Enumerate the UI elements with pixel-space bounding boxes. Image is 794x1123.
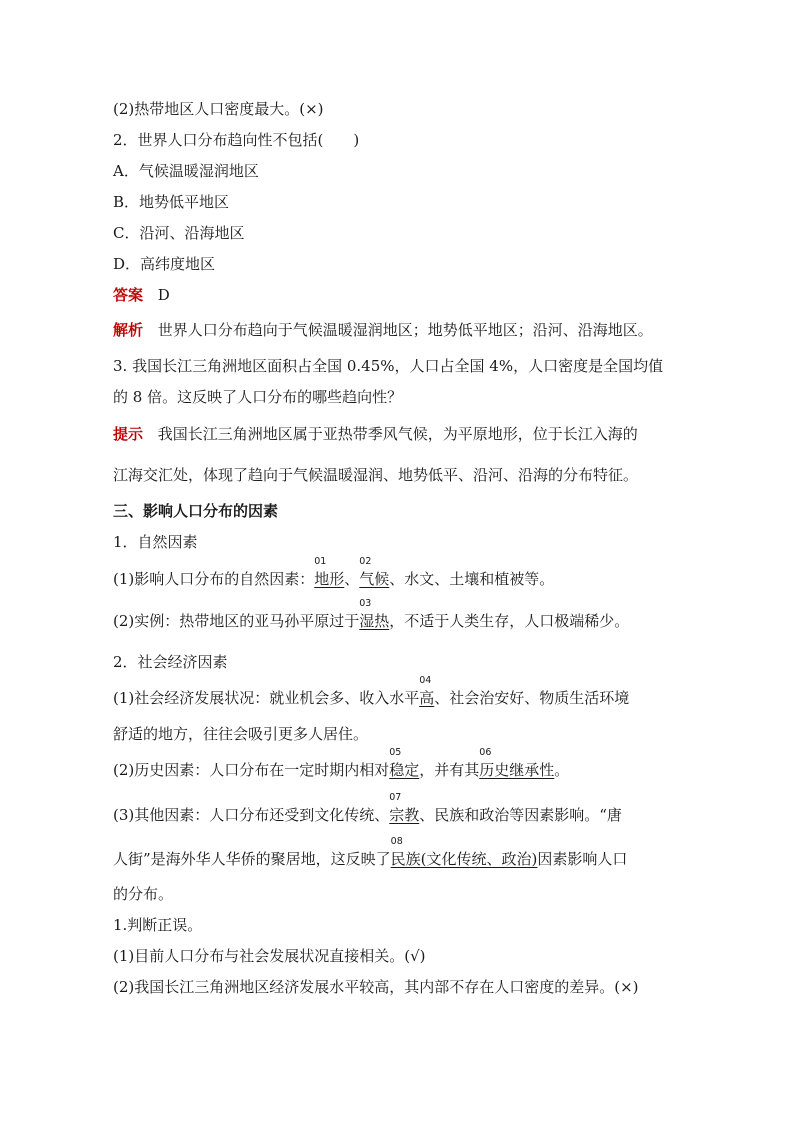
blank-answer: 湿热 bbox=[359, 612, 390, 630]
n2-suffix: ，不适于人类生存，人口极端稀少。 bbox=[389, 612, 630, 630]
analysis-label: 解析 bbox=[113, 321, 144, 339]
answer-label: 答案 bbox=[113, 286, 144, 304]
analysis-text: 世界人口分布趋向于气候温暖湿润地区；地势低平地区；沿河、沿海地区。 bbox=[157, 321, 653, 339]
previous-question-item: (2)热带地区人口密度最大。(×) bbox=[113, 100, 324, 118]
subheading-natural-factors: 1．自然因素 bbox=[113, 533, 198, 551]
s2-prefix: (2)历史因素：人口分布在一定时期内相对 bbox=[113, 761, 390, 779]
blank-answer: 民族(文化传统、政治) bbox=[390, 850, 538, 868]
analysis-line bbox=[113, 320, 653, 340]
option-a: A．气候温暖湿润地区 bbox=[113, 162, 259, 180]
s2-suffix: 。 bbox=[554, 761, 570, 779]
socio-factor-item-1 bbox=[113, 675, 630, 708]
judge-item-2: (2)我国长江三角洲地区经济发展水平较高，其内部不存在人口密度的差异。(×) bbox=[113, 978, 639, 996]
blank-01 bbox=[314, 556, 345, 589]
answer-value: D bbox=[157, 286, 170, 304]
blank-answer: 稳定 bbox=[389, 761, 420, 779]
s1-suffix: 、社会治安好、物质生活环境 bbox=[434, 689, 630, 707]
s1-prefix: (1)社会经济发展状况：就业机会多、收入水平 bbox=[113, 689, 420, 707]
hint-line1 bbox=[113, 424, 638, 444]
n1-prefix: (1)影响人口分布的自然因素： bbox=[113, 570, 315, 588]
option-c: C．沿河、沿海地区 bbox=[113, 224, 245, 242]
natural-factor-item-2 bbox=[113, 598, 630, 631]
judge-title: 1.判断正误。 bbox=[113, 916, 203, 934]
s3-prefix: (3)其他因素：人口分布还受到文化传统、 bbox=[113, 806, 390, 824]
blank-08 bbox=[390, 836, 538, 869]
section-heading: 三、影响人口分布的因素 bbox=[113, 502, 279, 520]
blank-number: 05 bbox=[389, 747, 402, 758]
blank-07 bbox=[389, 792, 420, 825]
separator: 、 bbox=[344, 570, 360, 588]
option-d: D．高纬度地区 bbox=[113, 255, 216, 273]
hint-label: 提示 bbox=[113, 425, 144, 443]
question-2-stem: 2．世界人口分布趋向性不包括( ) bbox=[113, 131, 360, 149]
socio-factor-item-3 bbox=[113, 792, 622, 825]
blank-03 bbox=[359, 598, 390, 631]
socio-factor-item-2 bbox=[113, 747, 570, 780]
blank-number: 02 bbox=[359, 556, 372, 567]
question-3-stem-line1: 3. 我国长江三角洲地区面积占全国 0.45%，人口占全国 4%，人口密度是全国均值 bbox=[113, 357, 664, 375]
blank-05 bbox=[389, 747, 420, 780]
judge-item-1: (1)目前人口分布与社会发展状况直接相关。(√) bbox=[113, 947, 426, 965]
s2-middle: ，并有其 bbox=[419, 761, 480, 779]
blank-answer: 地形 bbox=[314, 570, 345, 588]
blank-number: 08 bbox=[390, 836, 403, 847]
blank-number: 01 bbox=[314, 556, 327, 567]
blank-number: 07 bbox=[389, 792, 402, 803]
s3-line2-suffix: 因素影响人口 bbox=[537, 850, 628, 868]
blank-number: 03 bbox=[359, 598, 372, 609]
socio-factor-item-1-line2: 舒适的地方，往往会吸引更多人居住。 bbox=[113, 725, 369, 743]
option-b: B．地势低平地区 bbox=[113, 193, 230, 211]
answer-line bbox=[113, 285, 170, 305]
blank-04 bbox=[419, 675, 435, 708]
blank-answer: 历史继承性 bbox=[479, 761, 555, 779]
socio-factor-item-3-line3: 的分布。 bbox=[113, 885, 174, 903]
natural-factor-item-1 bbox=[113, 556, 555, 589]
s3-suffix: 、民族和政治等因素影响。“唐 bbox=[419, 806, 622, 824]
socio-factor-item-3-line2 bbox=[113, 836, 628, 869]
blank-number: 04 bbox=[419, 675, 432, 686]
blank-answer: 宗教 bbox=[389, 806, 420, 824]
blank-06 bbox=[479, 747, 555, 780]
hint-line2: 江海交汇处，体现了趋向于气候温暖湿润、地势低平、沿河、沿海的分布特征。 bbox=[113, 466, 639, 484]
n1-suffix: 、水文、土壤和植被等。 bbox=[389, 570, 555, 588]
hint-text-1: 我国长江三角洲地区属于亚热带季风气候，为平原地形，位于长江入海的 bbox=[157, 425, 638, 443]
question-3-stem-line2: 的 8 倍。这反映了人口分布的哪些趋向性？ bbox=[113, 388, 403, 406]
n2-prefix: (2)实例：热带地区的亚马孙平原过于 bbox=[113, 612, 360, 630]
subheading-socioeconomic-factors: 2．社会经济因素 bbox=[113, 653, 228, 671]
s3-line2-prefix: 人街”是海外华人华侨的聚居地，这反映了 bbox=[113, 850, 391, 868]
blank-answer: 高 bbox=[419, 689, 435, 707]
blank-answer: 气候 bbox=[359, 570, 390, 588]
blank-number: 06 bbox=[479, 747, 492, 758]
blank-02 bbox=[359, 556, 390, 589]
